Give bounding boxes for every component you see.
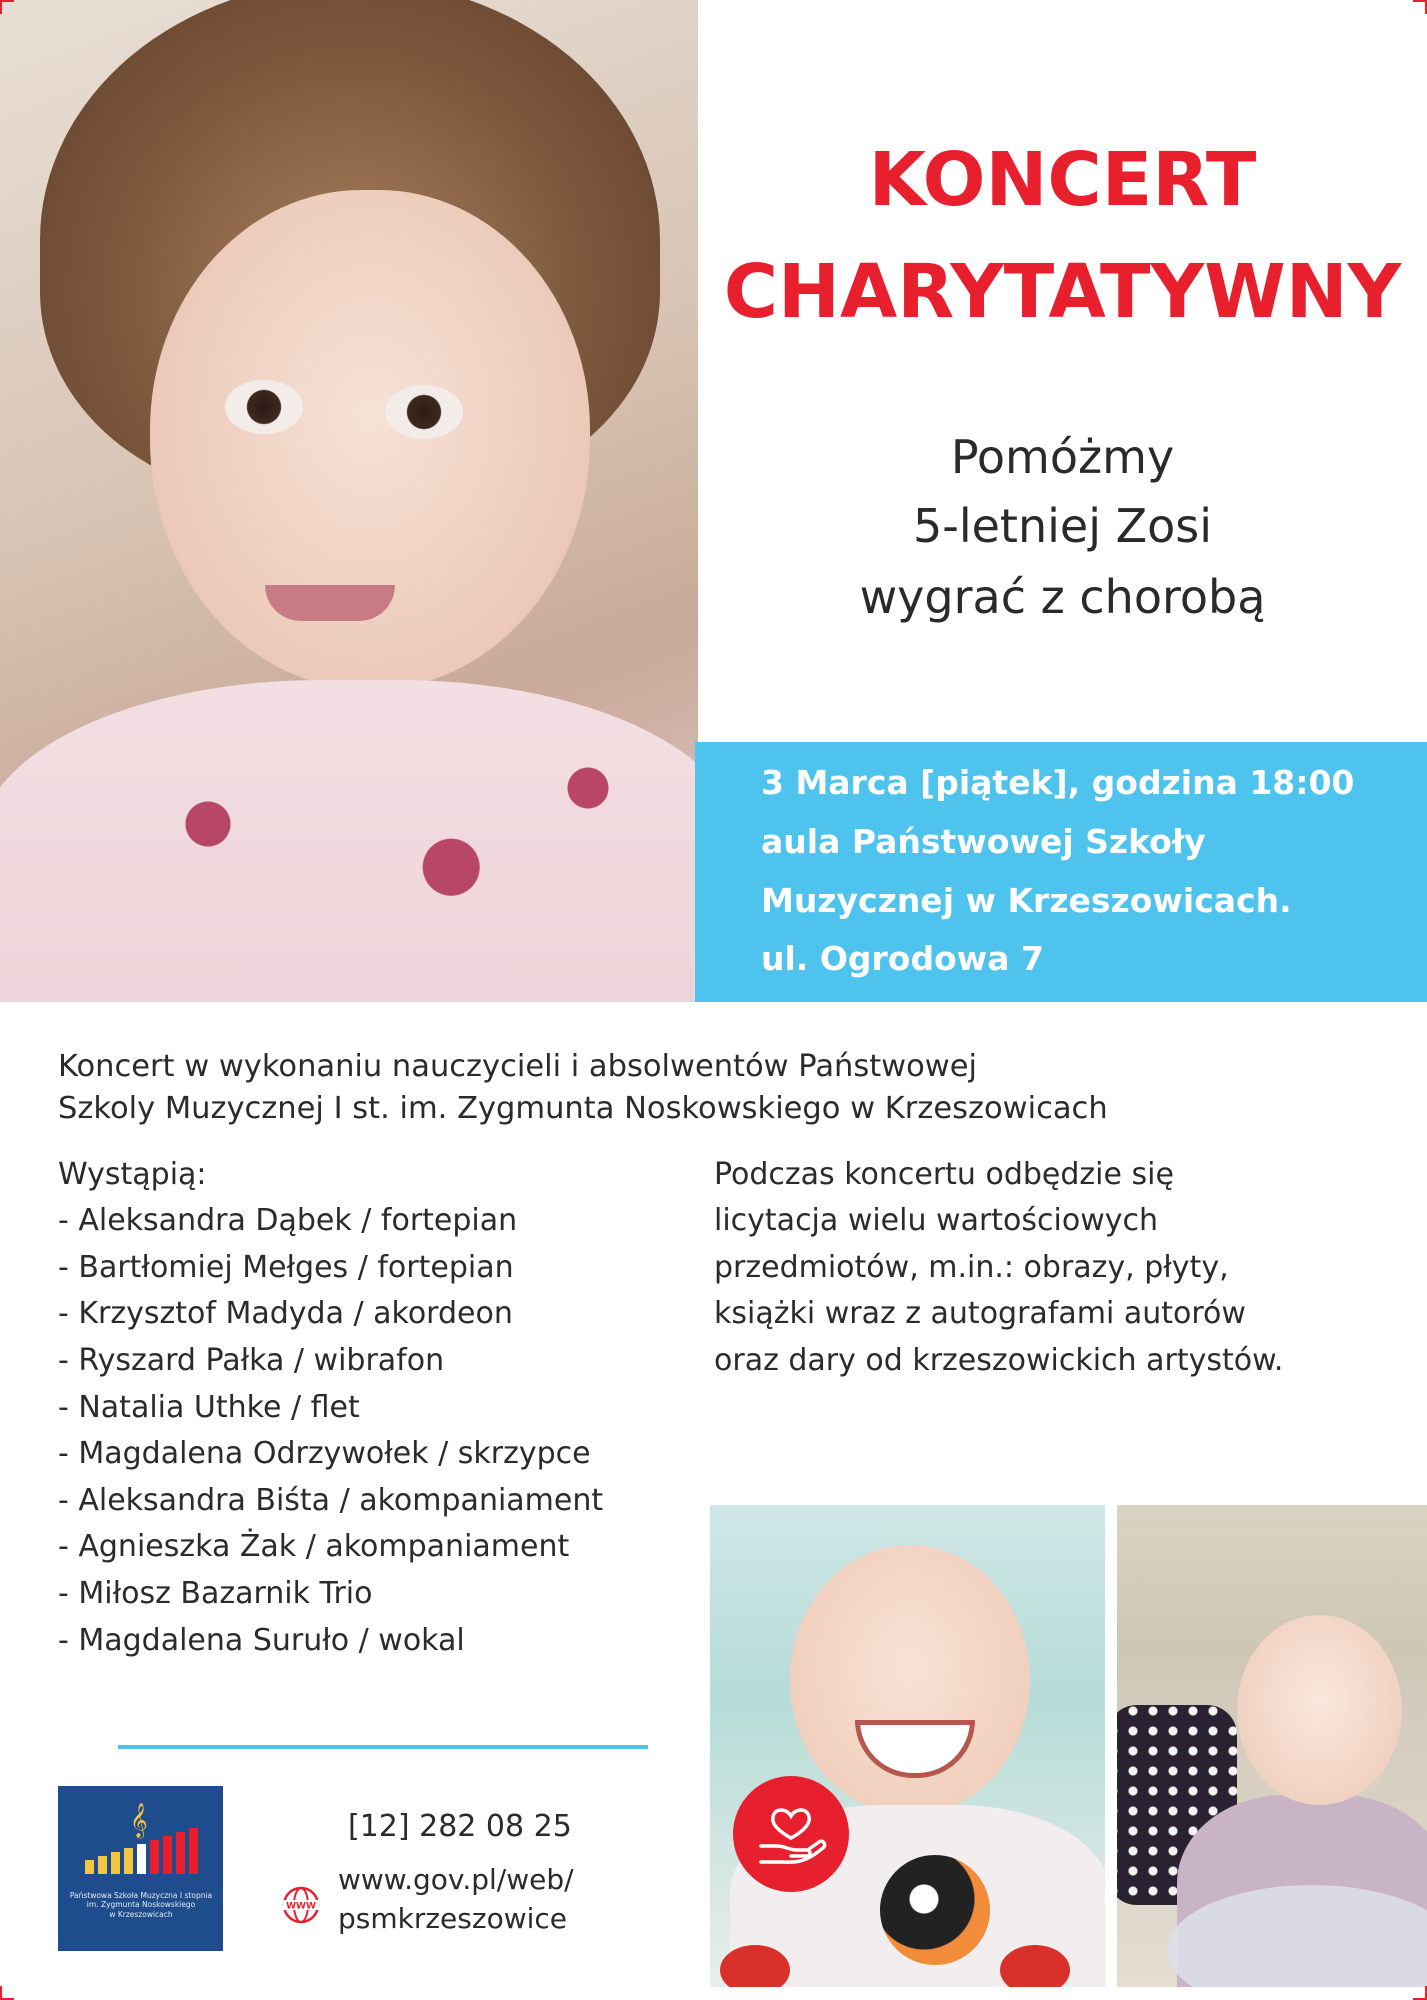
school-logo	[58, 1786, 223, 1951]
logo-caption: Państwowa Szkoła Muzyczna I stopnia im. Zygmunta Noskowskiego w Krzeszowicach	[69, 1891, 213, 1919]
event-venue-line-1: aula Państwowej Szkoły	[761, 822, 1206, 861]
auction-line: książki wraz z autografami autorów	[714, 1296, 1246, 1331]
globe-icon	[282, 1886, 320, 1924]
phone-number: [12] 282 08 25	[348, 1809, 572, 1844]
performer-item: - Natalia Uthke / flet	[58, 1390, 360, 1425]
performer-item: - Miłosz Bazarnik Trio	[58, 1576, 373, 1611]
auction-line: licytacja wielu wartościowych	[714, 1203, 1159, 1238]
event-address: ul. Ogrodowa 7	[761, 939, 1044, 978]
performer-item: - Agnieszka Żak / akompaniament	[58, 1529, 570, 1564]
intro-line-2: Szkoly Muzycznej I st. im. Zygmunta Noskowskiego w Krzeszowicach	[58, 1091, 1108, 1126]
svg-text:WWW: WWW	[286, 1901, 316, 1912]
event-venue-line-2: Muzycznej w Krzeszowicach.	[761, 881, 1292, 920]
subtitle-line-2: 5-letniej Zosi	[912, 499, 1213, 553]
heart-hand-icon	[733, 1776, 849, 1892]
performer-item: - Magdalena Suruło / wokal	[58, 1623, 465, 1658]
auction-line: oraz dary od krzeszowickich artystów.	[714, 1343, 1284, 1378]
child-photo-smiling	[710, 1505, 1105, 1987]
event-info-band	[695, 742, 1427, 1002]
auction-line: przedmiotów, m.in.: obrazy, płyty,	[714, 1250, 1229, 1285]
website-line-1[interactable]: www.gov.pl/web/	[338, 1863, 574, 1896]
subtitle-line-1: Pomóżmy	[950, 430, 1175, 484]
event-date: 3 Marca [piątek], godzina 18:00	[761, 763, 1355, 802]
crop-mark	[0, 0, 14, 14]
website-line-2[interactable]: psmkrzeszowice	[338, 1902, 568, 1935]
title-line-1: KONCERT	[868, 137, 1257, 223]
crop-mark	[1413, 0, 1427, 14]
subtitle-line-3: wygrać z chorobą	[859, 570, 1266, 624]
title-line-2: CHARYTATYWNY	[723, 249, 1402, 335]
treble-clef-icon: 𝄞	[130, 1803, 148, 1838]
crop-mark	[0, 1986, 14, 2000]
performers-heading: Wystąpią:	[58, 1157, 207, 1192]
performer-item: - Aleksandra Biśta / akompaniament	[58, 1483, 604, 1518]
performer-item: - Bartłomiej Mełges / fortepian	[58, 1250, 514, 1285]
performer-item: - Aleksandra Dąbek / fortepian	[58, 1203, 518, 1238]
intro-line-1: Koncert w wykonaniu nauczycieli i absolwentów Państwowej	[58, 1049, 977, 1084]
crop-mark	[1413, 1986, 1427, 2000]
performer-item: - Magdalena Odrzywołek / skrzypce	[58, 1436, 591, 1471]
performer-item: - Krzysztof Madyda / akordeon	[58, 1296, 513, 1331]
portrait-photo	[0, 0, 698, 1002]
auction-line: Podczas koncertu odbędzie się	[714, 1157, 1174, 1192]
divider	[118, 1745, 648, 1749]
child-photo-sitting	[1117, 1505, 1427, 1987]
performer-item: - Ryszard Pałka / wibrafon	[58, 1343, 445, 1378]
